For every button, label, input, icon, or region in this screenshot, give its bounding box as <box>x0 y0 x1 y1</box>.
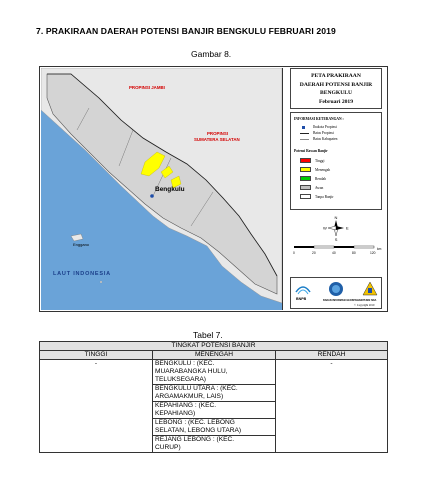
legend-label-4: Tanpa Banjir <box>315 194 334 199</box>
legend-swatch-4 <box>300 194 311 199</box>
legend-label-0: Tinggi <box>315 158 325 163</box>
cell-menengah-5: REJANG LEBONG : (KEC. CURUP) <box>153 436 276 453</box>
scale-tick-1: 20 <box>312 251 316 255</box>
compass-n: N <box>334 215 338 220</box>
compass-s: S <box>334 237 338 242</box>
cell-menengah-4: LEBONG : (KEC. LEBONG SELATAN, LEBONG UTARA) <box>153 419 276 436</box>
column-header-rendah: RENDAH <box>276 351 388 360</box>
legend-box <box>290 112 382 210</box>
pu-logo <box>362 281 378 297</box>
table-title-row <box>40 342 388 351</box>
cell-rendah: - <box>276 360 388 453</box>
legend-swatch-2 <box>300 176 311 181</box>
table-title: TINGKAT POTENSI BANJIR <box>40 342 388 351</box>
info-item-capital: Ibukota Propinsi <box>313 125 337 129</box>
info-item-province: Batas Propinsi <box>313 131 334 135</box>
logo-big-text: BADAN INFORMASI GEOSPASIAL <box>323 299 362 302</box>
bnpb-logo <box>294 282 312 296</box>
section-heading: 7. PRAKIRAAN DAERAH POTENSI BANJIR BENGKULU FEBRUARI 2019 <box>36 26 336 36</box>
figure-caption: Gambar 8. <box>191 49 232 59</box>
map-legend <box>284 68 387 311</box>
potential-heading: Potensi Rawan Banjir <box>294 149 328 153</box>
capital-icon <box>302 126 305 129</box>
scale-tick-4: 120 <box>370 251 376 255</box>
flood-map <box>39 66 388 312</box>
logo-pu-text: DITJEN SDA <box>361 299 377 302</box>
legend-label-2: Rendah <box>315 176 326 181</box>
legend-label-3: Awan <box>315 185 324 190</box>
province-line-icon <box>300 133 309 134</box>
scale-tick-3: 80 <box>352 251 356 255</box>
compass-e: E <box>346 225 349 231</box>
label-city: Bengkulu <box>155 186 185 193</box>
cell-tinggi: - <box>40 360 153 453</box>
scale-unit: km <box>377 247 382 251</box>
map-title: PETA PRAKIRAAN DAERAH POTENSI BANJIR BENGKULU Februari 2019 <box>290 68 382 109</box>
flood-potential-table <box>39 341 388 453</box>
compass-rose-icon <box>328 220 344 236</box>
cell-menengah-2: BENGKULU UTARA : (KEC. ARGAMAKMUR, LAIS) <box>153 385 276 402</box>
label-sumsel-2: SUMATERA SELATAN <box>194 137 240 142</box>
map-canvas <box>41 68 283 310</box>
legend-swatch-1 <box>300 167 311 172</box>
map-footer: © Copyright 2019 <box>354 304 375 307</box>
label-island: Enggano <box>73 242 90 247</box>
small-island <box>100 281 102 283</box>
compass-and-scale <box>290 214 382 274</box>
label-sea: LAUT INDONESIA <box>53 271 111 277</box>
cell-menengah-3: KEPAHIANG : (KEC. KEPAHIANG) <box>153 402 276 419</box>
capital-marker <box>150 194 154 198</box>
column-header-menengah: MENENGAH <box>153 351 276 360</box>
compass-w: W <box>323 225 327 231</box>
big-logo <box>328 281 344 297</box>
table-header-row <box>40 351 388 360</box>
scale-tick-2: 40 <box>332 251 336 255</box>
legend-label-1: Menengah <box>315 167 331 172</box>
table-row-1 <box>40 360 388 385</box>
logo-bnpb-text: BNPB <box>296 297 307 301</box>
enggano-island <box>71 234 83 241</box>
label-sumsel-1: PROPINSI <box>207 131 228 136</box>
district-line-icon <box>300 139 309 140</box>
cell-menengah-1: BENGKULU : (KEC. MUARABANGKA HULU, TELUKSEGARA) <box>153 360 276 385</box>
legend-swatch-0 <box>300 158 311 163</box>
info-item-district: Batas Kabupaten <box>313 137 338 141</box>
column-header-tinggi: TINGGI <box>40 351 153 360</box>
info-heading: INFORMASI KETERANGAN : <box>294 117 344 121</box>
label-jambi: PROPINSI JAMBI <box>129 85 165 90</box>
table-caption: Tabel 7. <box>193 330 223 340</box>
scale-bar <box>294 246 374 248</box>
scale-tick-0: 0 <box>293 251 295 255</box>
legend-swatch-3 <box>300 185 311 190</box>
